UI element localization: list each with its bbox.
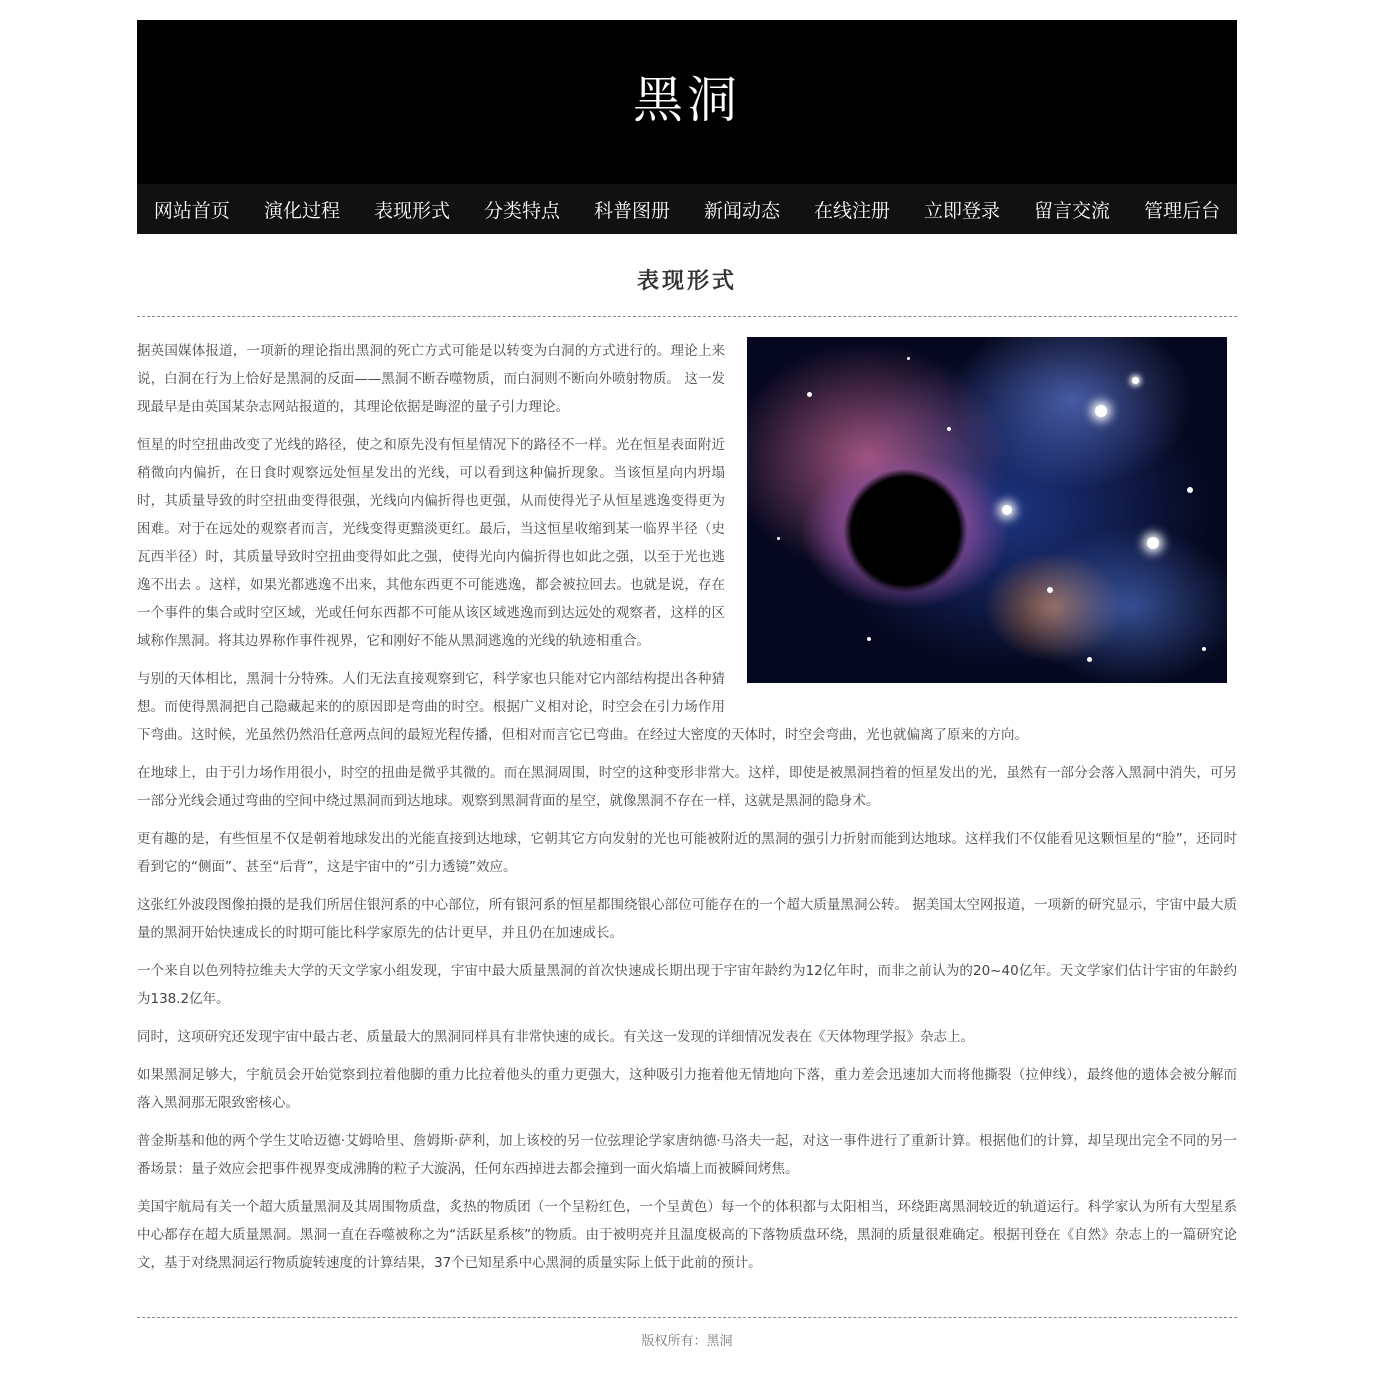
article-paragraph: 与别的天体相比，黑洞十分特殊。人们无法直接观察到它，科学家也只能对它内部结构提出各种猜想。而使得黑洞把自己隐藏起来的的原因即是弯曲的时空。根据广义相对论，时空会在引力场作用下弯曲。这时候，光虽然仍然沿任意两点间的最短光程传播，但相对而言它已弯曲。在经过大密度的天体时，时空会弯曲，光也就偏离了原来的方向。 (137, 671, 1028, 743)
page-title: 表现形式 (636, 268, 737, 294)
star-icon (867, 637, 871, 641)
footer-copyright: 版权所有：黑洞 (641, 1334, 733, 1349)
star-icon (1095, 405, 1107, 417)
article-paragraph: 美国宇航局有关一个超大质量黑洞及其周围物质盘，炙热的物质团（一个呈粉红色，一个呈黄色）每一个的体积都与太阳相当，环绕距离黑洞较近的轨道运行。科学家认为所有大型星系中心都存在超大质量黑洞。黑洞一直在吞噬被称之为“活跃星系核”的物质。由于被明亮并且温度极高的下落物质盘环绕，黑洞的质量很难确定。根据刊登在《自然》杂志上的一篇研究论文，基于对绕黑洞运行物质旋转速度的计算结果，37个已知星系中心黑洞的质量实际上低于此前的预计。 (137, 1199, 1237, 1271)
article-paragraph: 一个来自以色列特拉维夫大学的天文学家小组发现，宇宙中最大质量黑洞的首次快速成长期出现于宇宙年龄约为12亿年时，而非之前认为的20~40亿年。天文学家们估计宇宙的年龄约为138.2亿年。 (137, 963, 1237, 1007)
nav-item-evolution[interactable]: 演化过程 (263, 199, 340, 222)
article-paragraph: 在地球上，由于引力场作用很小，时空的扭曲是微乎其微的。而在黑洞周围，时空的这种变形非常大。这样，即使是被黑洞挡着的恒星发出的光，虽然有一部分会落入黑洞中消失，可另一部分光线会通过弯曲的空间中绕过黑洞而到达地球。观察到黑洞背面的星空，就像黑洞不存在一样，这就是黑洞的隐身术。 (137, 765, 1237, 809)
star-icon (807, 392, 812, 397)
article-paragraph: 更有趣的是，有些恒星不仅是朝着地球发出的光能直接到达地球，它朝其它方向发射的光也可能被附近的黑洞的强引力折射而能到达地球。这样我们不仅能看见这颗恒星的“脸”，还同时看到它的“侧面”、甚至“后背”，这是宇宙中的“引力透镜”效应。 (137, 831, 1237, 875)
page-container (137, 20, 1237, 1349)
nav-item-manifestation[interactable]: 表现形式 (373, 199, 450, 222)
article-paragraph: 这张红外波段图像拍摄的是我们所居住银河系的中心部位，所有银河系的恒星都围绕银心部位可能存在的一个超大质量黑洞公转。 据美国太空网报道，一项新的研究显示，宇宙中最大质量的黑洞开始快速成长的时期可能比科学家原先的估计更早，并且仍在加速成长。 (137, 897, 1237, 941)
nav-item-admin[interactable]: 管理后台 (1144, 199, 1221, 222)
star-icon (1187, 487, 1193, 493)
star-icon (1147, 537, 1159, 549)
nav-item-guestbook[interactable]: 留言交流 (1034, 199, 1111, 222)
article-paragraph: 恒星的时空扭曲改变了光线的路径，使之和原先没有恒星情况下的路径不一样。光在恒星表面附近稍微向内偏折，在日食时观察远处恒星发出的光线，可以看到这种偏折现象。当该恒星向内坍塌时，其质量导致的时空扭曲变得很强，光线向内偏折得也更强，从而使得光子从恒星逃逸变得更为困难。对于在远处的观察者而言，光线变得更黯淡更红。最后，当这恒星收缩到某一临界半径（史瓦西半径）时，其质量导致时空扭曲变得如此之强，使得光向内偏折得也如此之强，以至于光也逃逸不出去 。这样，如果光都逃逸不出来，其他东西更不可能逃逸，都会被拉回去。也就是说，存在一个事件的集合或时空区域，光或任何东西都不可能从该区域逃逸而到达远处的观察者，这样的区域称作黑洞。将其边界称作事件视界，它和刚好不能从黑洞逃逸的光线的轨迹相重合。 (137, 437, 725, 649)
article-paragraph: 同时，这项研究还发现宇宙中最古老、质量最大的黑洞同样具有非常快速的成长。有关这一发现的详细情况发表在《天体物理学报》杂志上。 (137, 1029, 974, 1045)
star-icon (1002, 505, 1012, 515)
nav-item-news[interactable]: 新闻动态 (704, 199, 781, 222)
site-title: 黑洞 (633, 71, 741, 129)
star-icon (1132, 377, 1139, 384)
black-hole-image (747, 337, 1227, 683)
star-icon (907, 357, 910, 360)
article-paragraph: 普金斯基和他的两个学生艾哈迈德·艾姆哈里、詹姆斯·萨利，加上该校的另一位弦理论学家唐纳德·马洛夫一起，对这一事件进行了重新计算。根据他们的计算，却呈现出完全不同的另一番场景：量子效应会把事件视界变成沸腾的粒子大漩涡，任何东西掉进去都会撞到一面火焰墙上而被瞬间烤焦。 (137, 1133, 1237, 1177)
star-icon (1202, 647, 1206, 651)
footer-divider (137, 1317, 1237, 1318)
header-banner (137, 20, 1237, 184)
nav-item-login[interactable]: 立即登录 (924, 199, 1001, 222)
star-icon (1047, 587, 1053, 593)
star-icon (777, 537, 780, 540)
main-nav (137, 184, 1237, 234)
nav-item-home[interactable]: 网站首页 (153, 199, 230, 222)
article-paragraph: 如果黑洞足够大，宇航员会开始觉察到拉着他脚的重力比拉着他头的重力更强大，这种吸引力拖着他无情地向下落，重力差会迅速加大而将他撕裂（拉伸线），最终他的遗体会被分解而落入黑洞那无限致密核心。 (137, 1067, 1237, 1111)
nav-item-register[interactable]: 在线注册 (814, 199, 891, 222)
star-icon (1087, 657, 1092, 662)
nav-item-classification[interactable]: 分类特点 (483, 199, 560, 222)
star-icon (947, 427, 951, 431)
nav-item-gallery[interactable]: 科普图册 (593, 199, 670, 222)
article-paragraph: 据英国媒体报道，一项新的理论指出黑洞的死亡方式可能是以转变为白洞的方式进行的。理论上来说，白洞在行为上恰好是黑洞的反面——黑洞不断吞噬物质，而白洞则不断向外喷射物质。 这一发现最早是由英国某杂志网站报道的，其理论依据是晦涩的量子引力理论。 (137, 343, 725, 415)
article-content (137, 337, 1237, 1277)
title-divider (137, 316, 1237, 317)
